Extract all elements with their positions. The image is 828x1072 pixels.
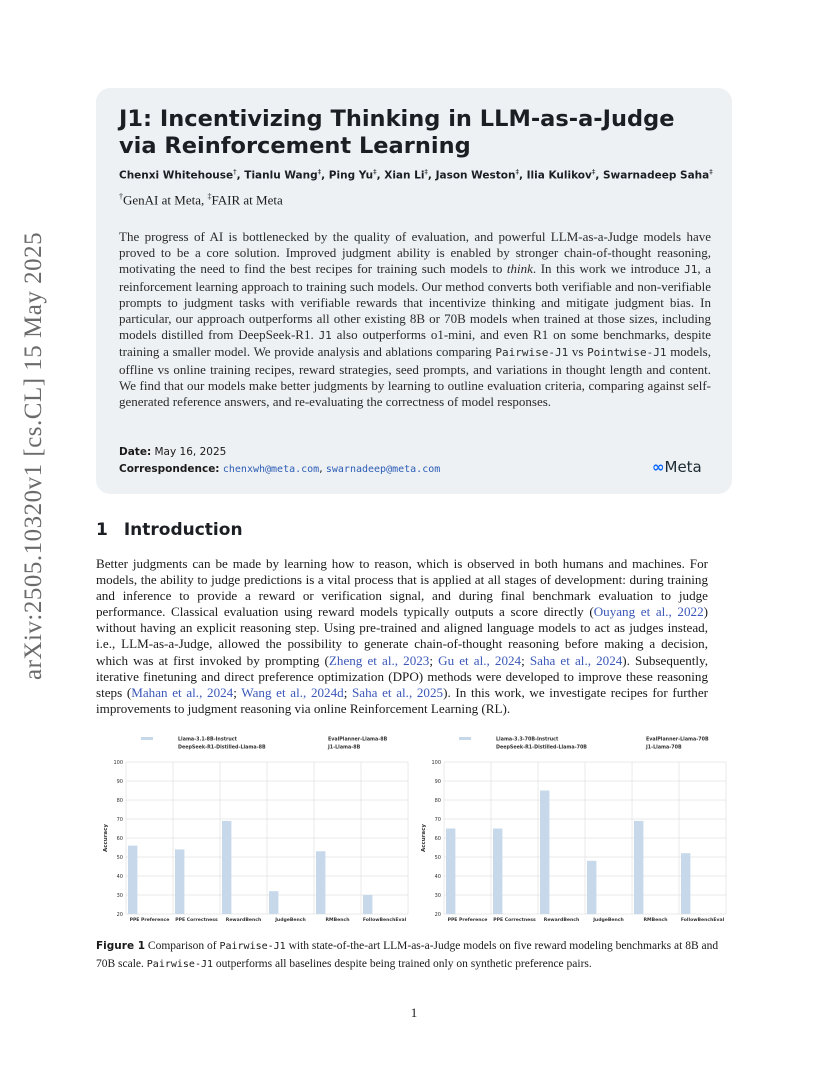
title-line-1: J1: Incentivizing Thinking in LLM-as-a-Judge <box>119 106 675 132</box>
citation-link[interactable]: Ouyang et al., 2022 <box>593 604 704 620</box>
x-tick-label: JudgeBench <box>593 918 624 923</box>
chart-svg-8b <box>96 733 414 928</box>
bar <box>446 829 455 915</box>
legend-label: Llama-3.1-8B-Instruct <box>178 737 237 743</box>
author-mark: ‡ <box>373 168 377 176</box>
author-list: Chenxi Whitehouse†, Tianlu Wang‡, Ping Yu‡, Xian Li‡, Jason Weston‡, Ilia Kulikov‡, Swarnadeep Saha‡ <box>119 168 713 182</box>
legend-label: EvalPlanner-Llama-8B <box>328 737 388 743</box>
y-tick-label: 70 <box>434 816 441 823</box>
x-tick-label: RMBench <box>325 918 350 923</box>
author: Tianlu Wang <box>244 169 318 182</box>
bar <box>587 861 596 914</box>
legend-label: J1-Llama-8B <box>328 745 361 751</box>
y-tick-label: 60 <box>434 835 441 842</box>
meta-infinity-icon: ∞ <box>652 458 665 476</box>
citation-link[interactable]: Gu et al., 2024 <box>438 652 522 668</box>
author: Jason Weston <box>435 169 516 182</box>
correspondence-line: Correspondence: chenxwh@meta.com, swarnadeep@meta.com <box>119 463 441 475</box>
affil-mark: † <box>119 192 123 201</box>
affil-genai: GenAI at Meta, <box>123 192 208 208</box>
citation-link[interactable]: Wang et al., 2024d <box>241 684 344 700</box>
paper-title <box>119 106 719 160</box>
y-axis-label: Accuracy <box>421 824 427 852</box>
bar <box>493 829 502 915</box>
legend-swatch <box>459 737 471 740</box>
chart-svg-70b <box>414 733 732 928</box>
meta-logo: ∞Meta <box>652 458 702 476</box>
legend-swatch <box>141 737 153 740</box>
legend-label: Llama-3.3-70B-Instruct <box>496 737 559 743</box>
affiliations <box>119 192 283 208</box>
x-tick-label: PPE Preference <box>447 918 488 923</box>
bar <box>128 846 137 914</box>
x-tick-label: PPE Preference <box>129 918 170 923</box>
bar-chart-70b <box>414 733 732 928</box>
y-tick-label: 90 <box>116 778 123 785</box>
bar <box>222 821 231 914</box>
y-tick-label: 60 <box>116 835 123 842</box>
citation-link[interactable]: Mahan et al., 2024 <box>131 684 234 700</box>
author-mark: † <box>233 168 237 176</box>
y-tick-label: 30 <box>116 892 123 899</box>
author-mark: ‡ <box>515 168 519 176</box>
legend-label: DeepSeek-R1-Distilled-Llama-70B <box>496 745 587 751</box>
bar-chart-8b <box>96 733 414 928</box>
x-tick-label: RewardBench <box>543 918 580 923</box>
intro-paragraph: Better judgments can be made by learning how to reason, which is observed in both humans and machines. For models, the ability to judge predictions is a vital process that is applied at all stages of development: during training and inference to provide a reward or verification signal, and during final benchmark evaluation to judge performance. Classical evaluation using reward models typically outputs a score directly (Ouyang et al., 2022) without having an explicit reasoning step. Using pre-trained and aligned language models to act as judges instead, i.e., LLM-as-a-Judge, allowed the possibility to generate chain-of-thought reasoning before making a decision, which was at first invoked by prompting (Zheng et al., 2023; Gu et al., 2024; Saha et al., 2024). Subsequently, iterative finetuning and direct preference optimization (DPO) methods were developed to improve these reasoning steps (Mahan et al., 2024; Wang et al., 2024d; Saha et al., 2025). In this work, we investigate recipes for further improvements to judgment reasoning via online Reinforcement Learning (RL). <box>96 556 709 716</box>
y-tick-label: 90 <box>434 778 441 785</box>
x-tick-label: RewardBench <box>225 918 262 923</box>
y-tick-label: 100 <box>431 759 441 766</box>
author: Swarnadeep Saha <box>603 169 710 182</box>
x-tick-label: FollowBenchEval <box>680 918 725 923</box>
y-tick-label: 30 <box>434 892 441 899</box>
affil-mark: ‡ <box>207 192 212 201</box>
bar <box>540 791 549 915</box>
x-tick-label: RMBench <box>643 918 668 923</box>
paper-meta <box>119 444 440 478</box>
abstract: The progress of AI is bottlenecked by the quality of evaluation, and powerful LLM-as-a-Judge models have proved to be a core solution. Improved judgment ability is enabled by stronger chain-of-thought reasoning, motivating the need to find the best recipes for training such models to think. In this work we introduce J1, a reinforcement learning approach to training such models. Our method converts both verifiable and non-verifiable prompts to judgment tasks with verifiable rewards that incentivize thinking and mitigate judgment bias. In particular, our approach outperforms all other existing 8B or 70B models when trained at those sizes, including models distilled from DeepSeek-R1. J1 also outperforms o1-mini, and even R1 on some benchmarks, despite training a smaller model. We provide analysis and ablations comparing Pairwise-J1 vs Pointwise-J1 models, offline vs online training recipes, reward strategies, seed prompts, and variations in thought length and content. We find that our models make better judgments by learning to outline evaluation criteria, comparing against self-generated reference answers, and re-evaluating the correctness of model responses. <box>119 229 711 410</box>
arxiv-identifier: arXiv:2505.10320v1 [cs.CL] 15 May 2025 <box>20 231 47 680</box>
x-tick-label: FollowBenchEval <box>362 918 407 923</box>
y-tick-label: 100 <box>113 759 123 766</box>
page-number: 1 <box>410 1005 418 1020</box>
email-link[interactable]: swarnadeep@meta.com <box>325 464 441 475</box>
legend-label: EvalPlanner-Llama-70B <box>646 737 709 743</box>
bar <box>363 895 372 914</box>
y-tick-label: 20 <box>116 911 123 918</box>
y-tick-label: 40 <box>434 873 441 880</box>
x-tick-label: PPE Correctness <box>175 918 218 923</box>
x-tick-label: JudgeBench <box>275 918 306 923</box>
citation-link[interactable]: Saha et al., 2025 <box>352 684 444 700</box>
author-mark: ‡ <box>424 168 428 176</box>
author: Ping Yu <box>328 169 374 182</box>
y-tick-label: 40 <box>116 873 123 880</box>
email-link[interactable]: chenxwh@meta.com <box>222 464 320 475</box>
citation-link[interactable]: Zheng et al., 2023 <box>328 652 430 668</box>
y-tick-label: 50 <box>434 854 441 861</box>
author-mark: ‡ <box>709 168 713 176</box>
x-tick-label: PPE Correctness <box>493 918 536 923</box>
y-tick-label: 50 <box>116 854 123 861</box>
bar <box>634 821 643 914</box>
bar <box>269 891 278 914</box>
y-tick-label: 80 <box>434 797 441 804</box>
author: Ilia Kulikov <box>526 169 592 182</box>
y-axis-label: Accuracy <box>103 824 109 852</box>
bar <box>681 853 690 914</box>
date-line: Date: May 16, 2025 <box>119 446 227 458</box>
y-tick-label: 20 <box>434 911 441 918</box>
citation-link[interactable]: Saha et al., 2024 <box>529 652 623 668</box>
figure-caption: Figure 1 Comparison of Pairwise-J1 with state-of-the-art LLM-as-a-Judge models on five reward modeling benchmarks at 8B and 70B scale. Pairwise-J1 outperforms all baselines despite being trained only on synthetic preference pairs. <box>96 940 719 970</box>
author-mark: ‡ <box>591 168 596 176</box>
title-line-2: via Reinforcement Learning <box>119 133 471 159</box>
y-tick-label: 80 <box>116 797 123 804</box>
bar <box>316 851 325 914</box>
section-heading: 1 Introduction <box>96 520 243 540</box>
bar <box>175 849 184 914</box>
author: Xian Li <box>384 169 425 182</box>
legend-label: J1-Llama-70B <box>646 745 682 751</box>
author: Chenxi Whitehouse <box>119 169 234 182</box>
y-tick-label: 70 <box>116 816 123 823</box>
affil-fair: FAIR at Meta <box>211 192 283 208</box>
legend-label: DeepSeek-R1-Distilled-Llama-8B <box>178 745 266 751</box>
author-mark: ‡ <box>317 168 322 176</box>
